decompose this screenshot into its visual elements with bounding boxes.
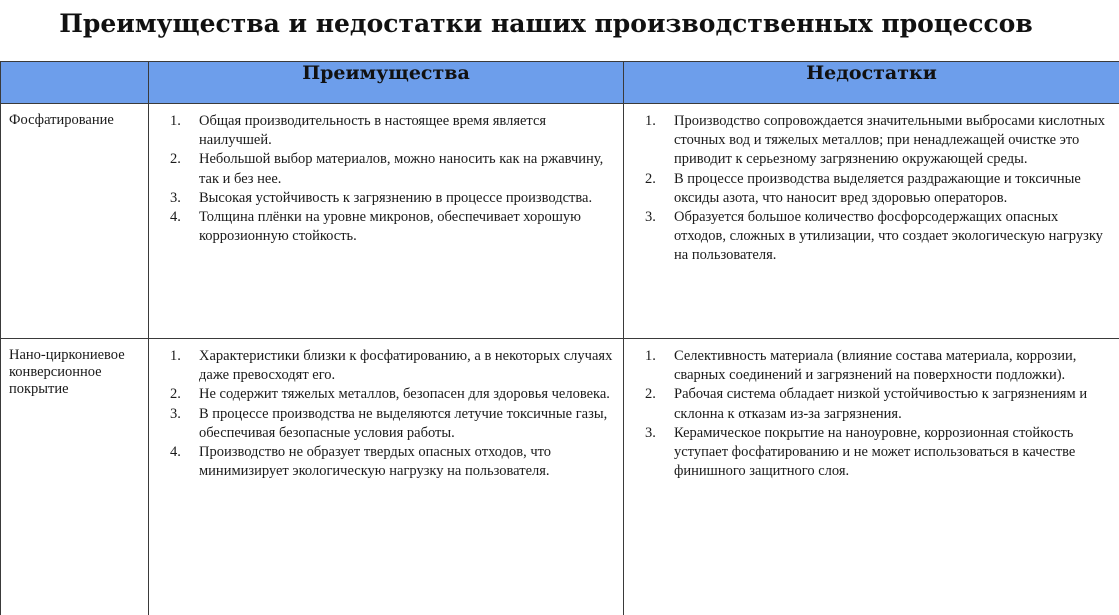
list-item: 4. Производство не образует твердых опасных отходов, что минимизирует экологическую нагрузку на пользователя.: [170, 444, 552, 480]
disadvantages-list: [624, 104, 1119, 266]
advantages-cell: [149, 339, 624, 615]
list-item: 4. Толщина плёнки на уровне микронов, обеспечивает хорошую коррозионную стойкость.: [170, 209, 581, 245]
table-header-row: [1, 62, 1119, 104]
list-item: 2. Небольшой выбор материалов, можно наносить как на ржавчину, так и без нее.: [170, 151, 604, 187]
advantages-cell: [149, 104, 624, 339]
header-empty-cell: [1, 62, 149, 104]
row-label-phosphating: Фосфатирование: [1, 104, 149, 339]
advantages-list: [149, 339, 623, 481]
disadvantages-list: [624, 339, 1119, 481]
list-item: 3. Высокая устойчивость к загрязнению в процессе производства.: [170, 189, 593, 206]
list-item: 1. Характеристики близки к фосфатированию, а в некоторых случаях даже превосходят его.: [170, 348, 613, 384]
disadvantages-cell: [624, 104, 1119, 339]
list-item: 2. Рабочая система обладает низкой устойчивостью к загрязнениям и склонна к отказам из-за загрязнения.: [645, 386, 1088, 422]
list-item: 2. В процессе производства выделяется раздражающие и токсичные оксиды азота, что наносит вред здоровью операторов.: [645, 170, 1081, 206]
table-row: [1, 339, 1119, 615]
list-item: 3. В процессе производства не выделяются летучие токсичные газы, обеспечивая безопасные условия работы.: [170, 405, 608, 441]
header-disadvantages: Недостатки: [624, 62, 1119, 104]
header-advantages: Преимущества: [149, 62, 624, 104]
row-label-nano-zirconium: Нано-циркониевое конверсионное покрытие: [1, 339, 149, 615]
list-item: 1. Общая производительность в настоящее время является наилучшей.: [170, 113, 547, 149]
list-item: 3. Образуется большое количество фосфорсодержащих опасных отходов, сложных в утилизации, что создает экологическую нагрузку на пользователя.: [645, 209, 1103, 264]
table-row: [1, 104, 1119, 339]
list-item: 2. Не содержит тяжелых металлов, безопасен для здоровья человека.: [170, 386, 610, 403]
disadvantages-cell: [624, 339, 1119, 615]
list-item: 3. Керамическое покрытие на наноуровне, коррозионная стойкость уступает фосфатированию и не может использоваться в качестве финишного защитного слоя.: [645, 424, 1076, 480]
list-item: 1. Производство сопровождается значительными выбросами кислотных сточных вод и тяжелых металлов; при ненадлежащей очистке это приводит к серьезному загрязнению окружающей среды.: [645, 113, 1106, 168]
list-item: 1. Селективность материала (влияние состава материала, коррозии, сварных соединений и загрязнений на поверхности подложки).: [645, 348, 1077, 384]
page-title: Преимущества и недостатки наших производственных процессов: [59, 9, 1033, 38]
comparison-table: [0, 61, 1119, 615]
advantages-list: [149, 104, 623, 246]
